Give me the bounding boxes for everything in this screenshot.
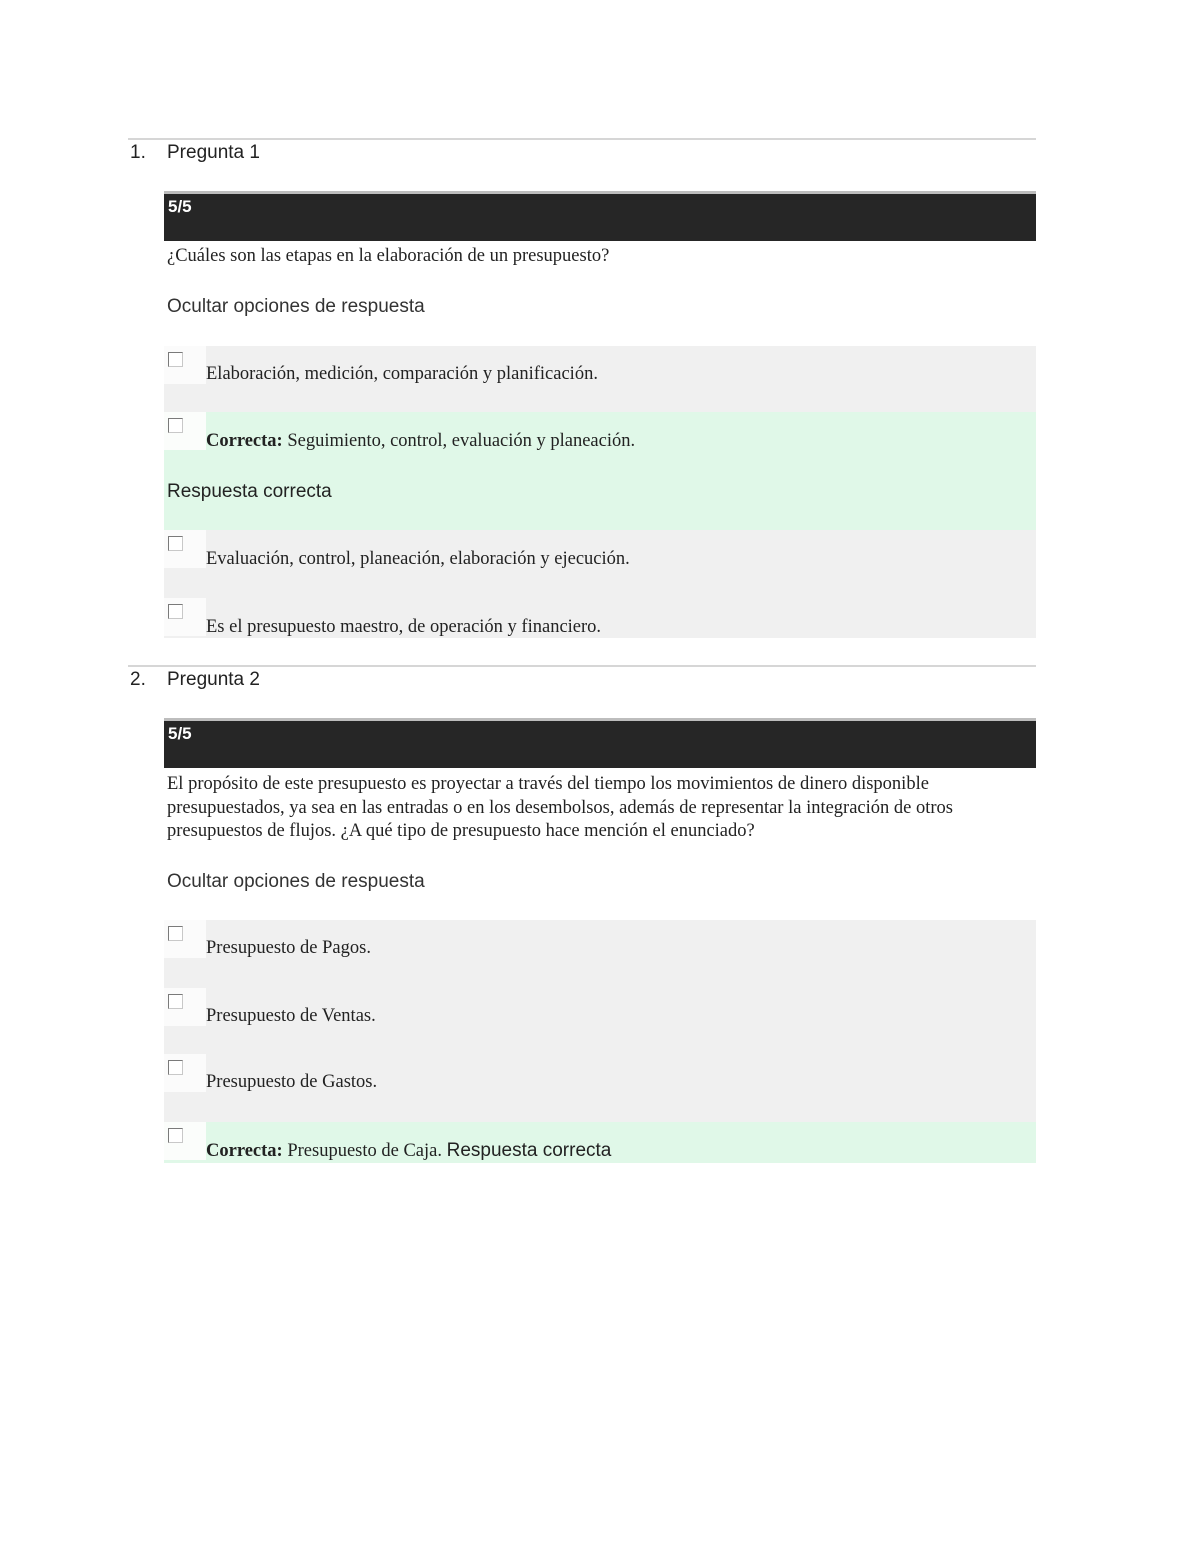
question-title: Pregunta 1 <box>167 142 260 163</box>
question-number: 2. <box>130 669 146 690</box>
answer-label: Evaluación, control, planeación, elaboración y ejecución. <box>206 549 630 569</box>
question-text: ¿Cuáles son las etapas en la elaboración de un presupuesto? <box>167 246 610 266</box>
answer-option-correct[interactable] <box>164 1122 1036 1163</box>
hide-options-link[interactable]: Ocultar opciones de respuesta <box>167 296 425 317</box>
checkbox[interactable] <box>168 1060 183 1075</box>
correct-prefix: Correcta: <box>206 1141 283 1161</box>
answer-label: Elaboración, medición, comparación y planificación. <box>206 364 598 384</box>
answer-text: Seguimiento, control, evaluación y planeación. <box>287 431 636 451</box>
score-value: 5/5 <box>168 724 192 743</box>
answer-option-correct[interactable] <box>164 412 1036 530</box>
question-number: 1. <box>130 142 146 163</box>
checkbox[interactable] <box>168 926 183 941</box>
answer-option[interactable] <box>164 920 1036 988</box>
checkbox[interactable] <box>168 604 183 619</box>
answer-label: Presupuesto de Pagos. <box>206 938 371 958</box>
answer-label <box>206 431 635 452</box>
correct-answer-note: Respuesta correcta <box>167 481 332 502</box>
answer-label: Es el presupuesto maestro, de operación y financiero. <box>206 617 602 637</box>
score-bar <box>164 191 1036 241</box>
checkbox[interactable] <box>168 418 183 433</box>
question-text: El propósito de este presupuesto es proyectar a través del tiempo los movimientos de dinero disponible presupuestados, ya sea en las entradas o en los desembolsos, además de representar la integración de otros presupuestos de flujos. ¿A qué tipo de presupuesto hace mención el enunciado? <box>167 774 953 841</box>
correct-prefix: Correcta: <box>206 431 283 451</box>
checkbox[interactable] <box>168 994 183 1009</box>
checkbox[interactable] <box>168 1128 183 1143</box>
answer-text: Presupuesto de Caja. <box>287 1141 442 1161</box>
answer-label: Presupuesto de Gastos. <box>206 1072 378 1092</box>
answer-option[interactable] <box>164 530 1036 598</box>
answer-option[interactable] <box>164 346 1036 412</box>
question-title: Pregunta 2 <box>167 669 260 690</box>
hide-options-link[interactable]: Ocultar opciones de respuesta <box>167 871 425 892</box>
answer-option[interactable] <box>164 988 1036 1054</box>
checkbox[interactable] <box>168 352 183 367</box>
answer-option[interactable] <box>164 1054 1036 1122</box>
question-divider <box>128 665 1036 667</box>
score-value: 5/5 <box>168 197 192 216</box>
score-bar <box>164 718 1036 768</box>
answer-label: Presupuesto de Ventas. <box>206 1006 376 1026</box>
answer-label <box>206 1140 611 1162</box>
checkbox[interactable] <box>168 536 183 551</box>
answer-option[interactable] <box>164 598 1036 638</box>
question-divider <box>128 138 1036 140</box>
correct-answer-note: Respuesta correcta <box>446 1140 612 1161</box>
